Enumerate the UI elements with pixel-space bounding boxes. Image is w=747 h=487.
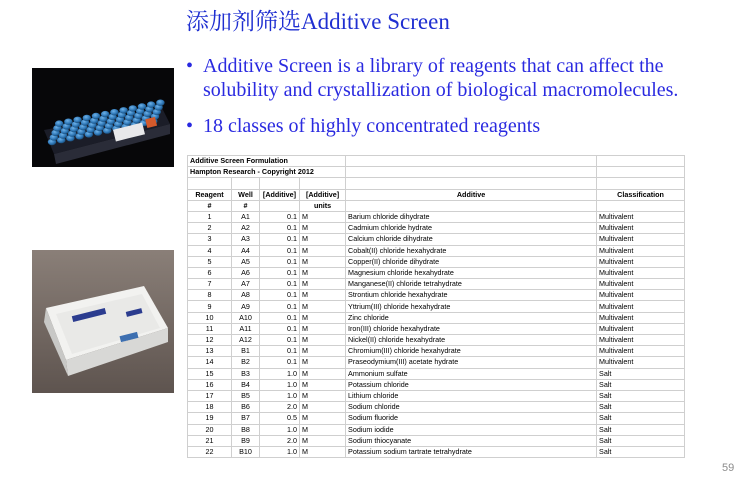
table-cell: Calcium chloride dihydrate [346,234,597,245]
table-cell: 0.1 [260,335,300,346]
empty-cell [597,167,685,178]
column-header: Well [232,189,260,200]
tube-cap-icon [110,109,118,115]
table-cell: M [300,424,346,435]
tube-cap-icon [138,103,146,109]
table-cell: M [300,267,346,278]
table-cell: M [300,446,346,457]
column-header [260,200,300,211]
tube-cap-icon [92,113,100,119]
table-row [188,279,685,290]
table-cell: M [300,245,346,256]
table-copyright: Hampton Research - Copyright 2012 [188,167,346,178]
column-header: Classification [597,189,685,200]
table-row [188,424,685,435]
table-cell: A10 [232,312,260,323]
table-cell: 1.0 [260,379,300,390]
table-cell: 18 [188,402,232,413]
table-cell: Multivalent [597,323,685,334]
table-cell: M [300,234,346,245]
table-cell: 1.0 [260,424,300,435]
table-cell: Salt [597,424,685,435]
formulation-table [187,155,685,458]
empty-cell [300,178,346,189]
table-cell: M [300,256,346,267]
table-row [188,312,685,323]
table-cell: B2 [232,357,260,368]
tube-rack-photo [32,68,174,167]
column-header: # [188,200,232,211]
table-cell: Chromium(III) chloride hexahydrate [346,346,597,357]
empty-cell [346,156,597,167]
table-cell: 3 [188,234,232,245]
table-cell: 16 [188,379,232,390]
table-cell: A1 [232,211,260,222]
table-cell: Salt [597,368,685,379]
table-cell: 21 [188,435,232,446]
table-cell: A8 [232,290,260,301]
table-cell: 0.1 [260,245,300,256]
tube-cap-icon [147,101,155,107]
table-cell: 1.0 [260,390,300,401]
table-cell: 0.1 [260,234,300,245]
table-cell: 0.1 [260,211,300,222]
table-cell: 1.0 [260,368,300,379]
table-cell: M [300,279,346,290]
table-cell: 10 [188,312,232,323]
table-cell: 20 [188,424,232,435]
table-cell: 1 [188,211,232,222]
table-row [188,323,685,334]
table-cell: B4 [232,379,260,390]
tube-cap-icon [129,105,137,111]
table-cell: M [300,435,346,446]
table-cell: Copper(II) chloride dihydrate [346,256,597,267]
bullet-text: Additive Screen is a library of reagents that can affect the solubility and crystallization of biological macromolecules. [203,55,679,101]
table-row [188,301,685,312]
table-cell: Multivalent [597,223,685,234]
empty-cell [346,167,597,178]
table-cell: 0.1 [260,301,300,312]
table-cell: Yttrium(III) chloride hexahydrate [346,301,597,312]
table-row [188,402,685,413]
table-cell: Salt [597,413,685,424]
table-cell: Salt [597,379,685,390]
empty-cell [232,178,260,189]
table-row [188,234,685,245]
page-number: 59 [722,462,735,474]
bullet-item [186,114,742,138]
table-cell: M [300,357,346,368]
tube-rack-drawing [32,68,174,167]
table-row [188,446,685,457]
tube-cap-icon [73,117,81,123]
tube-cap-icon [101,111,109,117]
table-cell: M [300,379,346,390]
table-cell: B1 [232,346,260,357]
table-cell: 19 [188,413,232,424]
column-header [346,200,597,211]
table-cell: A9 [232,301,260,312]
table-cell: 22 [188,446,232,457]
table-row [188,368,685,379]
header-row-1 [188,189,685,200]
table-row [188,290,685,301]
table-cell: M [300,402,346,413]
table-row [188,379,685,390]
table-cell: Potassium sodium tartrate tetrahydrate [346,446,597,457]
table-cell: Cobalt(II) chloride hexahydrate [346,245,597,256]
tube-cap-icon [119,107,127,113]
table-cell: B8 [232,424,260,435]
table-cell: Ammonium sulfate [346,368,597,379]
column-header: units [300,200,346,211]
table-cell: 0.1 [260,223,300,234]
table-cell: Multivalent [597,357,685,368]
table-cell: 4 [188,245,232,256]
table-cell: Multivalent [597,245,685,256]
table-cell: A12 [232,335,260,346]
table-cell: M [300,368,346,379]
table-row [188,346,685,357]
table-cell: Potassium chloride [346,379,597,390]
table-cell: M [300,223,346,234]
kit-box-photo [32,250,174,393]
tube-cap-icon [156,100,164,106]
table-cell: M [300,211,346,222]
table-cell: Lithium chloride [346,390,597,401]
table-cell: M [300,323,346,334]
table-cell: B10 [232,446,260,457]
table-cell: Multivalent [597,335,685,346]
column-header: # [232,200,260,211]
empty-cell [597,156,685,167]
bullet-text: 18 classes of highly concentrated reagents [203,115,541,137]
tube-cap-icon [83,115,91,121]
table-cell: Sodium chloride [346,402,597,413]
table-row [188,413,685,424]
table-cell: 2.0 [260,402,300,413]
table-cell: 0.1 [260,312,300,323]
table-cell: 17 [188,390,232,401]
empty-cell [346,178,597,189]
table-cell: Sodium thiocyanate [346,435,597,446]
table-cell: Sodium fluoride [346,413,597,424]
table-cell: B9 [232,435,260,446]
table-row [188,211,685,222]
table-title-row [188,156,685,167]
table-cell: B7 [232,413,260,424]
table-cell: 7 [188,279,232,290]
table-cell: Multivalent [597,211,685,222]
table-cell: A4 [232,245,260,256]
spacer-row [188,178,685,189]
bullet-item [186,54,742,102]
table-cell: Salt [597,446,685,457]
table-cell: 2.0 [260,435,300,446]
table-cell: 9 [188,301,232,312]
table-cell: 15 [188,368,232,379]
table-cell: 11 [188,323,232,334]
table-cell: Sodium iodide [346,424,597,435]
table-cell: Strontium chloride hexahydrate [346,290,597,301]
table-cell: Manganese(II) chloride tetrahydrate [346,279,597,290]
column-header [597,200,685,211]
table-cell: A2 [232,223,260,234]
empty-cell [260,178,300,189]
bullet-list [186,54,742,150]
header-row-2 [188,200,685,211]
table-cell: 8 [188,290,232,301]
table-cell: 0.5 [260,413,300,424]
table-cell: 2 [188,223,232,234]
table-cell: M [300,335,346,346]
table-row [188,390,685,401]
table-cell: A11 [232,323,260,334]
table-cell: Multivalent [597,234,685,245]
table-cell: Multivalent [597,267,685,278]
tube-cap-icon [64,119,72,125]
table-cell: 0.1 [260,323,300,334]
table-cell: Multivalent [597,279,685,290]
table-cell: Cadmium chloride hydrate [346,223,597,234]
bullet-dot-icon: • [186,115,194,137]
table-cell: Praseodymium(III) acetate hydrate [346,357,597,368]
table-cell: 14 [188,357,232,368]
table-cell: M [300,390,346,401]
tube-cap-icon [55,120,63,126]
table-cell: M [300,346,346,357]
table-cell: A5 [232,256,260,267]
table-cell: B3 [232,368,260,379]
table-cell: Iron(III) chloride hexahydrate [346,323,597,334]
table-cell: Barium chloride dihydrate [346,211,597,222]
table-row [188,245,685,256]
table-row [188,256,685,267]
table-cell: M [300,290,346,301]
column-header: Reagent [188,189,232,200]
column-header: [Additive] [300,189,346,200]
table-cell: Salt [597,390,685,401]
empty-cell [188,178,232,189]
column-header: Additive [346,189,597,200]
table-cell: 0.1 [260,267,300,278]
table-cell: 0.1 [260,256,300,267]
table-copyright-row [188,167,685,178]
table-cell: B6 [232,402,260,413]
slide-title: 添加剂筛选Additive Screen [186,9,450,34]
table-cell: Magnesium chloride hexahydrate [346,267,597,278]
table-cell: M [300,312,346,323]
table-cell: 0.1 [260,346,300,357]
table-row [188,223,685,234]
empty-cell [597,178,685,189]
table-cell: Multivalent [597,301,685,312]
table-cell: Multivalent [597,312,685,323]
table-cell: M [300,413,346,424]
table-row [188,357,685,368]
table-cell: A6 [232,267,260,278]
table-cell: 0.1 [260,290,300,301]
table-cell: M [300,301,346,312]
table-cell: 6 [188,267,232,278]
table-cell: Multivalent [597,290,685,301]
table-cell: B5 [232,390,260,401]
table-cell: A3 [232,234,260,245]
table-cell: 5 [188,256,232,267]
table-cell: Multivalent [597,346,685,357]
table-cell: Salt [597,402,685,413]
kit-box-drawing [32,250,174,393]
column-header: [Additive] [260,189,300,200]
table-row [188,435,685,446]
table-cell: Zinc chloride [346,312,597,323]
table-cell: 13 [188,346,232,357]
table-title: Additive Screen Formulation [188,156,346,167]
table-row [188,335,685,346]
bullet-dot-icon: • [186,55,194,77]
table-cell: 1.0 [260,446,300,457]
table-cell: Salt [597,435,685,446]
table-cell: 12 [188,335,232,346]
table-row [188,267,685,278]
table-cell: 0.1 [260,357,300,368]
table-cell: 0.1 [260,279,300,290]
table-cell: Nickel(II) chloride hexahydrate [346,335,597,346]
table-cell: Multivalent [597,256,685,267]
table-cell: A7 [232,279,260,290]
